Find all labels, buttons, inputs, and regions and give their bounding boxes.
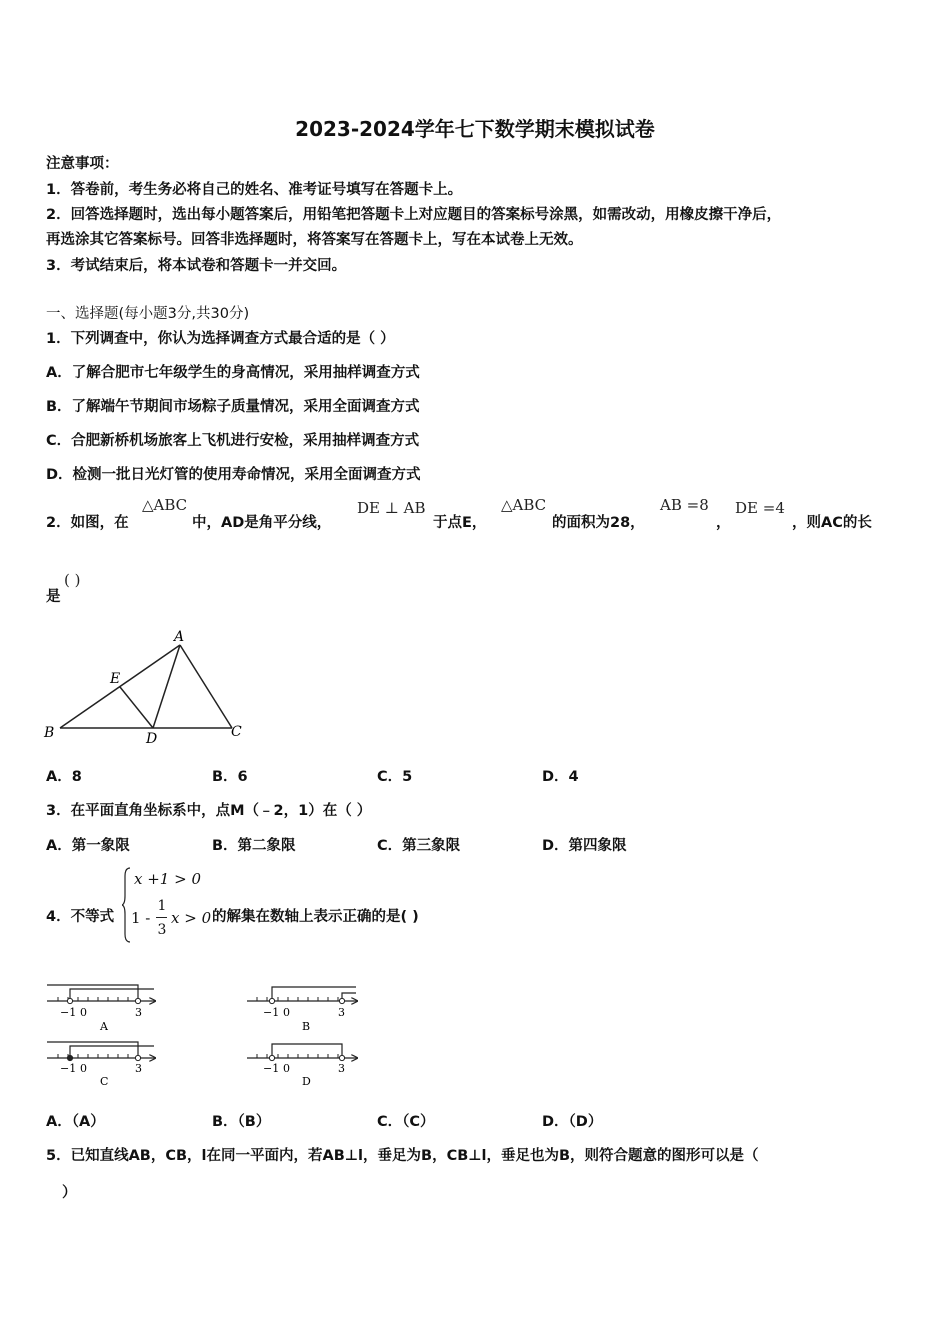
q2-text-3: 于点E， (433, 515, 487, 531)
vertex-label-e: E (110, 671, 121, 687)
vertex-label-a: A (174, 629, 185, 645)
q4-suffix: 的解集在数轴上表示正确的是( ) (212, 909, 419, 925)
triangle-figure (40, 625, 255, 750)
q2-option-b: B．6 (212, 769, 248, 785)
q2-option-c: C．5 (377, 769, 413, 785)
q2-option-d: D．4 (542, 769, 579, 785)
number-line-a (47, 985, 155, 1033)
fraction-numerator: 1 (157, 898, 167, 914)
q2-text-1: 2．如图，在 (46, 515, 129, 531)
q2-option-a: A．8 (46, 769, 82, 785)
vertex-label-d: D (146, 731, 158, 747)
fraction-bar (156, 917, 167, 918)
figure-label-b: B (302, 1020, 311, 1033)
notice-item: 1．答卷前，考生务必将自己的姓名、准考证号填写在答题卡上。 (46, 182, 463, 198)
figure-label-d: D (302, 1075, 311, 1088)
q2-formula-triangle: △ABC (142, 496, 188, 514)
q1-option-c: C．合肥新桥机场旅客上飞机进行安检，采用抽样调查方式 (46, 433, 420, 449)
q2-formula-de: DE =4 (735, 499, 785, 517)
svg-text:0: 0 (80, 1006, 87, 1019)
segment-de (120, 687, 153, 728)
q2-answer-paren: ( ) (64, 571, 81, 589)
q2-text-2: 中，AD是角平分线， (192, 515, 332, 531)
segment-ad (153, 645, 180, 728)
svg-text:−1: −1 (60, 1062, 77, 1075)
question-5-stem: 5．已知直线AB，CB，l在同一平面内，若AB⊥l，垂足为B，CB⊥l，垂足也为B，则符合题意的图形可以是（ (46, 1148, 759, 1164)
q1-option-a: A．了解合肥市七年级学生的身高情况，采用抽样调查方式 (46, 365, 420, 381)
svg-text:0: 0 (80, 1062, 87, 1075)
q4-prefix: 4．不等式 (46, 909, 115, 925)
page-title: 2023-2024学年七下数学期末模拟试卷 (295, 117, 655, 141)
number-line-d (247, 1044, 357, 1088)
q1-option-b: B．了解端午节期间市场粽子质量情况，采用全面调查方式 (46, 399, 420, 415)
section-heading: 一、选择题(每小题3分,共30分) (46, 306, 250, 322)
number-line-c (47, 1042, 155, 1088)
q4-option-b: B．（B） (212, 1114, 271, 1130)
q2-formula-perpendicular: DE ⊥ AB (357, 499, 426, 517)
q4-option-d: D．（D） (542, 1114, 603, 1130)
fraction-denominator: 3 (157, 922, 167, 938)
question-1-stem: 1．下列调查中，你认为选择调查方式最合适的是（ ） (46, 331, 395, 347)
notice-item: 2．回答选择题时，选出每小题答案后，用铅笔把答题卡上对应题目的答案标号涂黑，如需改动，用橡皮擦干净后， (46, 207, 782, 223)
svg-text:3: 3 (135, 1006, 142, 1019)
svg-text:3: 3 (338, 1062, 345, 1075)
q3-option-d: D．第四象限 (542, 838, 627, 854)
notice-heading: 注意事项： (46, 156, 119, 172)
question-5-stem-end: ） (62, 1185, 77, 1201)
system-brace (122, 866, 132, 944)
inequality-2-left: 1 - (131, 909, 151, 927)
q2-text-7: 是 (46, 589, 61, 605)
segment-ac (180, 645, 232, 728)
q3-option-b: B．第二象限 (212, 838, 296, 854)
notice-item: 3．考试结束后，将本试卷和答题卡一并交回。 (46, 258, 347, 274)
svg-text:−1: −1 (263, 1006, 280, 1019)
svg-text:3: 3 (135, 1062, 142, 1075)
q2-text-4: 的面积为28， (552, 515, 645, 531)
figure-label-a: A (100, 1020, 108, 1033)
q4-option-a: A．（A） (46, 1114, 105, 1130)
q3-option-c: C．第三象限 (377, 838, 461, 854)
svg-text:−1: −1 (263, 1062, 280, 1075)
svg-text:−1: −1 (60, 1006, 77, 1019)
vertex-label-b: B (44, 725, 55, 741)
q2-formula-triangle-2: △ABC (501, 496, 547, 514)
q1-option-d: D．检测一批日光灯管的使用寿命情况，采用全面调查方式 (46, 467, 421, 483)
q3-option-a: A．第一象限 (46, 838, 130, 854)
svg-text:0: 0 (283, 1062, 290, 1075)
vertex-label-c: C (231, 724, 242, 740)
svg-text:0: 0 (283, 1006, 290, 1019)
q4-option-c: C．（C） (377, 1114, 435, 1130)
q2-text-6: ，则AC的长 (792, 515, 872, 531)
figure-label-c: C (100, 1075, 109, 1088)
q2-text-5: ， (716, 515, 731, 531)
q2-formula-ab: AB =8 (660, 496, 709, 514)
number-line-b (247, 987, 357, 1033)
number-line-figures (42, 976, 362, 1088)
svg-text:3: 3 (338, 1006, 345, 1019)
inequality-2-right: x > 0 (171, 909, 212, 927)
question-3-stem: 3．在平面直角坐标系中，点M（﹣2，1）在（ ） (46, 803, 372, 819)
inequality-1: x +1 > 0 (134, 870, 201, 888)
notice-item: 再选涂其它答案标号。回答非选择题时，将答案写在答题卡上，写在本试卷上无效。 (46, 232, 583, 248)
